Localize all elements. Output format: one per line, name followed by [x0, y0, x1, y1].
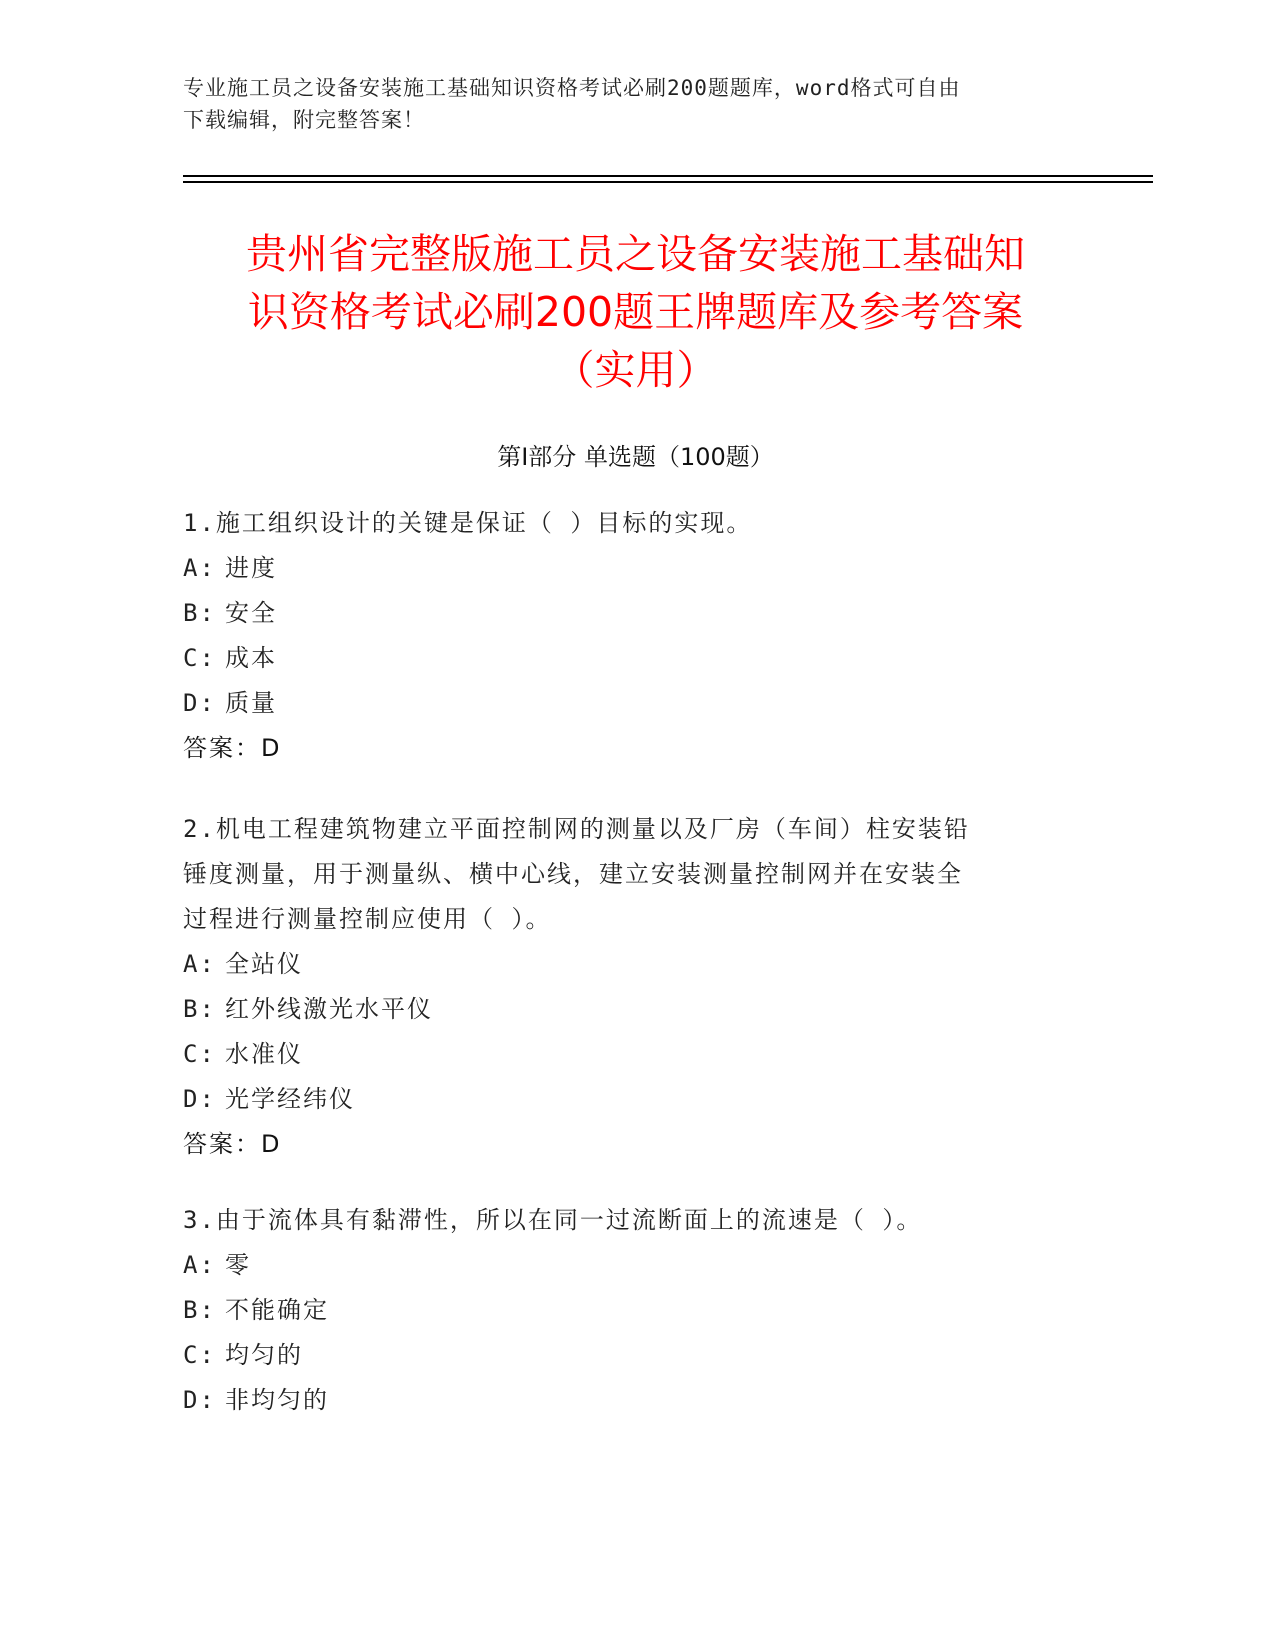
- question-1-option-d: [183, 681, 1063, 726]
- option-text: 光学经纬仪: [225, 1085, 355, 1113]
- question-2: [183, 807, 1063, 1167]
- option-key: C:: [183, 1341, 216, 1369]
- section-title: 第Ⅰ部分 单选题（100题）: [497, 443, 774, 471]
- option-key: B:: [183, 599, 216, 627]
- question-1-option-c: [183, 636, 1063, 681]
- question-1-stem: 1.施工组织设计的关键是保证（ ）目标的实现。: [183, 509, 753, 537]
- header-note-line-1: 专业施工员之设备安装施工基础知识资格考试必刷200题题库，word格式可自由: [183, 76, 961, 100]
- document-title-line-3: （实用）: [553, 346, 718, 394]
- option-text: 全站仪: [225, 950, 303, 978]
- option-text: 质量: [225, 689, 277, 717]
- option-text: 红外线激光水平仪: [225, 995, 433, 1023]
- option-key: C:: [183, 644, 216, 672]
- question-2-stem-line-3: 过程进行测量控制应使用（ ）。: [183, 905, 552, 933]
- header-note: [183, 72, 1063, 136]
- option-key: A:: [183, 1251, 216, 1279]
- option-key: C:: [183, 1040, 216, 1068]
- question-3-option-c: [183, 1333, 1063, 1378]
- question-2-option-c: [183, 1032, 1063, 1077]
- option-key: B:: [183, 1296, 216, 1324]
- question-2-stem-line-2: 锤度测量，用于测量纵、横中心线，建立安装测量控制网并在安装全: [183, 860, 963, 888]
- option-key: A:: [183, 950, 216, 978]
- option-text: 零: [225, 1251, 251, 1279]
- question-1: [183, 501, 1063, 771]
- option-text: 均匀的: [225, 1341, 303, 1369]
- document-title: [183, 225, 1088, 399]
- option-text: 安全: [225, 599, 277, 627]
- option-key: B:: [183, 995, 216, 1023]
- header-note-line-2: 下载编辑，附完整答案！: [183, 108, 425, 132]
- option-text: 不能确定: [225, 1296, 329, 1324]
- option-text: 成本: [225, 644, 277, 672]
- question-1-answer: 答案：D: [183, 734, 282, 762]
- header-divider-bottom: [183, 181, 1153, 183]
- question-2-option-d: [183, 1077, 1063, 1122]
- question-3-option-d: [183, 1378, 1063, 1423]
- option-key: D:: [183, 1386, 216, 1414]
- header-divider-top: [183, 175, 1153, 177]
- option-key: D:: [183, 1085, 216, 1113]
- option-key: A:: [183, 554, 216, 582]
- question-2-option-a: [183, 942, 1063, 987]
- option-key: D:: [183, 689, 216, 717]
- question-2-option-b: [183, 987, 1063, 1032]
- question-3: [183, 1198, 1063, 1423]
- question-3-stem: 3.由于流体具有黏滞性，所以在同一过流断面上的流速是（ ）。: [183, 1206, 923, 1234]
- question-3-option-b: [183, 1288, 1063, 1333]
- option-text: 非均匀的: [225, 1386, 329, 1414]
- question-2-answer: 答案：D: [183, 1130, 282, 1158]
- document-title-line-2: 识资格考试必刷200题王牌题库及参考答案: [247, 288, 1024, 336]
- document-title-line-1: 贵州省完整版施工员之设备安装施工基础知: [246, 230, 1025, 278]
- question-2-stem-line-1: 2.机电工程建筑物建立平面控制网的测量以及厂房（车间）柱安装铅: [183, 815, 970, 843]
- question-3-option-a: [183, 1243, 1063, 1288]
- question-1-option-b: [183, 591, 1063, 636]
- question-1-option-a: [183, 546, 1063, 591]
- option-text: 进度: [225, 554, 277, 582]
- option-text: 水准仪: [225, 1040, 303, 1068]
